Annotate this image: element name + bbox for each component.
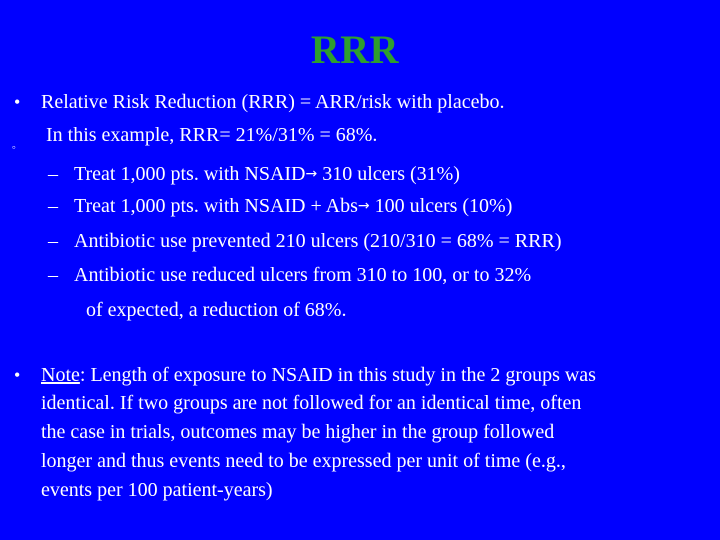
text-line-rrr-definition: Relative Risk Reduction (RRR) = ARR/risk with placebo. bbox=[41, 91, 505, 113]
bullet-icon: • bbox=[14, 365, 21, 385]
arrow-right-icon: → bbox=[357, 198, 370, 214]
text-line-example: In this example, RRR= 21%/31% = 68%. bbox=[46, 124, 378, 146]
dash-icon: – bbox=[48, 264, 58, 286]
sub-item-nsaid-abs-result: 100 ulcers (10%) bbox=[369, 195, 513, 217]
small-bullet-icon: 。 bbox=[12, 140, 22, 151]
note-line-4: longer and thus events need to be expressed per unit of time (e.g., bbox=[41, 450, 566, 472]
sub-item-prevented: Antibiotic use prevented 210 ulcers (210/310 = 68% = RRR) bbox=[74, 230, 562, 252]
dash-icon: – bbox=[48, 195, 58, 217]
sub-item-nsaid-result: 310 ulcers (31%) bbox=[317, 163, 460, 185]
sub-item-nsaid-abs bbox=[74, 194, 512, 218]
note-line-1 bbox=[41, 363, 596, 387]
slide-title: RRR bbox=[310, 27, 400, 72]
bullet-icon: • bbox=[14, 92, 21, 112]
sub-item-nsaid-text: Treat 1,000 pts. with NSAID bbox=[74, 163, 306, 185]
arrow-right-icon: → bbox=[305, 166, 318, 182]
sub-item-reduced-line1: Antibiotic use reduced ulcers from 310 to 100, or to 32% bbox=[74, 264, 532, 286]
note-label: Note bbox=[41, 364, 80, 386]
sub-item-nsaid-abs-text: Treat 1,000 pts. with NSAID + Abs bbox=[74, 195, 358, 217]
note-line-3: the case in trials, outcomes may be higher in the group followed bbox=[41, 421, 555, 443]
dash-icon: – bbox=[48, 163, 58, 185]
note-line-1-text: : Length of exposure to NSAID in this study in the 2 groups was bbox=[79, 364, 596, 386]
dash-icon: – bbox=[48, 230, 58, 252]
sub-item-reduced-line2: of expected, a reduction of 68%. bbox=[86, 299, 347, 321]
note-line-5: events per 100 patient-years) bbox=[41, 479, 273, 501]
sub-item-nsaid bbox=[74, 162, 460, 186]
note-line-2: identical. If two groups are not followed for an identical time, often bbox=[41, 392, 582, 414]
